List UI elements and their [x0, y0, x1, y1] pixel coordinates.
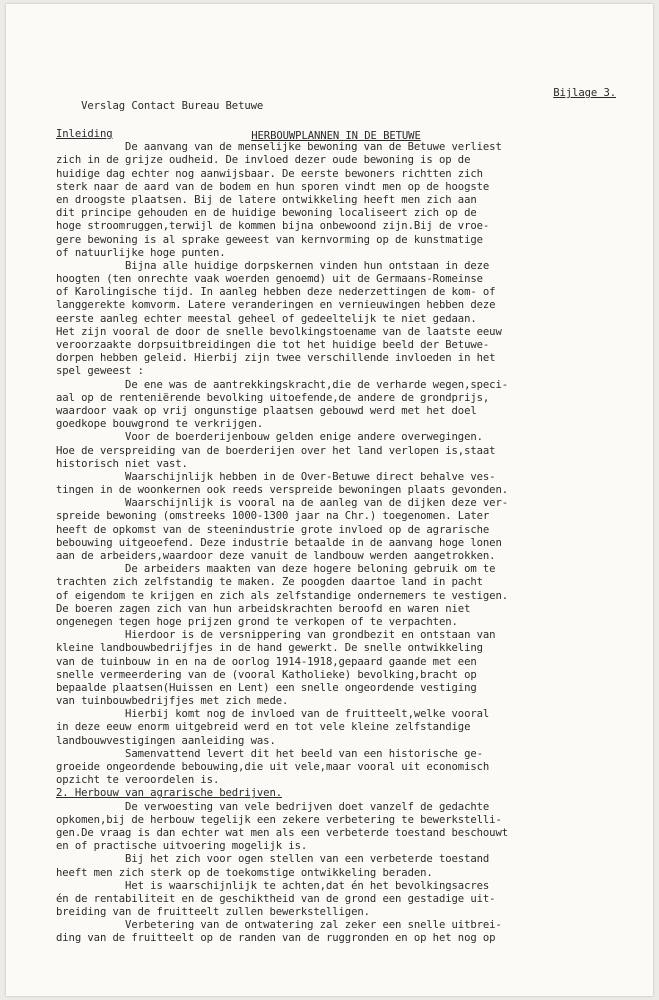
text-line: kleine landbouwbedrijfjes in de hand gewerkt. De snelle ontwikkeling: [56, 642, 483, 655]
text-line: trachten zich zelfstandig te maken. Ze poogden daartoe land in pacht: [56, 576, 483, 589]
text-line: landbouwvestigingen aanleiding was.: [56, 734, 276, 747]
text-line: zich in de grijze oudheid. De invloed dezer oude bewoning is op de: [56, 154, 471, 167]
text-line: van tuinbouwbedrijfjes met zich mede.: [56, 695, 289, 708]
section-heading: Inleiding: [56, 128, 113, 140]
typewritten-page: [6, 4, 653, 996]
text-line: Waarschijnlijk is vooral na de aanleg van de dijken deze ver-: [56, 497, 509, 510]
text-line: historisch niet vast.: [56, 457, 188, 470]
text-line: opkomen,bij de herbouw tegelijk een zekere verbetering te bewerkstelli-: [56, 813, 502, 826]
text-line: breiding van de fruitteelt zullen bewerkstelligen.: [56, 906, 370, 919]
text-line: heeft de opkomst van de steenindustrie grote invloed op de agrarische: [56, 523, 490, 536]
text-line: spel geweest :: [56, 365, 144, 378]
text-line: groeide ongeordende bebouwing,die uit vele,maar vooral uit economisch: [56, 761, 490, 773]
text-line: De verwoesting van vele bedrijven doet vanzelf de gedachte: [56, 800, 490, 813]
text-line: Hoe de verspreiding van de boerderijen over het land verlopen is,staat: [56, 444, 496, 457]
text-line: sterk naar de aard van de bodem en hun sporen vindt men op de hoogste: [56, 180, 490, 193]
text-line: Waarschijnlijk hebben in de Over-Betuwe direct behalve ves-: [56, 470, 496, 483]
text-line: Het is waarschijnlijk te achten,dat én het bevolkingsacres: [56, 879, 490, 892]
text-line: opzicht te veroordelen is.: [56, 774, 220, 787]
text-line: in deze eeuw enorm uitgebreid werd en tot vele kleine zelfstandige: [56, 721, 471, 734]
text-line: of eigendom te krijgen en zich als zelfstandige ondernemers te vestigen.: [56, 589, 509, 602]
text-line: goedkope bouwgrond te verkrijgen.: [56, 418, 264, 431]
text-line: spreide bewoning (omstreeks 1000-1300 jaar na Chr.) toegenomen. Later: [56, 510, 490, 523]
text-line: of Karolingische tijd. In aanleg hebben deze nederzettingen de kom- of: [56, 286, 496, 299]
text-line: en of practische uitvoering mogelijk is.: [56, 840, 308, 853]
text-line: bepaalde plaatsen(Huissen en Lent) een snelle ongeordende vestiging: [56, 681, 477, 694]
text-line: veroorzaakte dorpsuitbreidingen die tot het huidige beeld der Betuwe-: [56, 339, 490, 351]
report-name: Verslag Contact Bureau Betuwe: [81, 100, 264, 113]
text-line: Samenvattend levert dit het beeld van een historische ge-: [56, 747, 483, 760]
text-line: De boeren zagen zich van hun arbeidskrachten beroofd en waren niet: [56, 602, 471, 615]
text-line: waardoor vaak op vrij ongunstige plaatsen gebouwd werd met het doel: [56, 404, 477, 417]
text-line: Bijna alle huidige dorpskernen vinden hun ontstaan in deze: [56, 259, 490, 272]
text-line: eerste aanleg echter meestal geheel of gedeeltelijk te niet gedaan.: [56, 312, 477, 325]
text-line: gen.De vraag is dan echter wat men als een verbeterde toestand beschouwt: [56, 826, 509, 839]
text-line: hoogten (ten onrechte vaak woerden genoemd) uit de Germaans-Romeinse: [56, 273, 483, 286]
text-line: dorpen hebben geleid. Hierbij zijn twee verschillende invloeden in het: [56, 352, 496, 365]
annex-label: Bijlage 3.: [553, 87, 616, 99]
text-line: tingen in de woonkernen ook reeds verspreide bewoningen plaats gevonden.: [56, 484, 509, 497]
text-line: langgerekte komvorm. Latere veranderingen en vernieuwingen hebben deze: [56, 299, 496, 312]
text-line: Hierbij komt nog de invloed van de fruitteelt,welke vooral: [56, 708, 490, 721]
text-line: ongenegen tegen hoge prijzen grond te verkopen of te verpachten.: [56, 615, 458, 628]
text-line: bebouwing uitgeoefend. Deze industrie betaalde in de aanvang hoge lonen: [56, 536, 502, 549]
text-line: aan de arbeiders,waardoor deze vanuit de landbouw werden aangetrokken.: [56, 550, 496, 562]
text-line: van de tuinbouw in en na de oorlog 1914-1918,gepaard gaande met een: [56, 655, 477, 668]
text-line: Bij het zich voor ogen stellen van een verbeterde toestand: [56, 853, 490, 866]
text-line: snelle vermeerdering van de (vooral Katholieke) bevolking,bracht op: [56, 668, 477, 681]
text-line: De arbeiders maakten van deze hogere beloning gebruik om te: [56, 563, 496, 576]
text-line: gere bewoning is al sprake geweest van kernvorming op de kunstmatige: [56, 233, 483, 246]
page-title: HERBOUWPLANNEN IN DE BETUWE: [251, 130, 421, 143]
text-line: ding van de fruitteelt op de randen van de ruggronden en op het nog op: [56, 932, 496, 945]
text-line: De ene was de aantrekkingskracht,die de verharde wegen,speci-: [56, 378, 509, 391]
text-line: en droogste plaatsen. Bij de latere ontwikkeling heeft men zich aan: [56, 193, 477, 206]
text-line: én de rentabiliteit en de geschiktheid van de grond een gestadige uit-: [56, 892, 496, 905]
section-heading: 2. Herbouw van agrarische bedrijven.: [56, 787, 283, 800]
text-line: Hierdoor is de versnippering van grondbezit en ontstaan van: [56, 629, 496, 642]
body-text: [56, 128, 616, 946]
text-line: of natuurlijke hoge punten.: [56, 246, 226, 259]
text-line: Voor de boerderijenbouw gelden enige andere overwegingen.: [56, 431, 483, 444]
text-line: Het zijn vooral de door de snelle bevolkingstoename van de laatste eeuw: [56, 325, 502, 338]
text-line: Verbetering van de ontwatering zal zeker een snelle uitbrei-: [56, 919, 502, 932]
text-line: dit principe gehouden en de huidige bewoning localiseert zich op de: [56, 207, 477, 220]
text-line: hoge stroomruggen,terwijl de kommen bijna onbewoond zijn.Bij de vroe-: [56, 220, 490, 233]
text-line: De aanvang van de menselijke bewoning van de Betuwe verliest: [56, 141, 502, 154]
text-line: heeft men zich sterk op de toekomstige ontwikkeling beraden.: [56, 866, 433, 879]
text-line: aal op de renteniërende bevolking uitoefende,de andere de grondprijs,: [56, 391, 490, 404]
text-line: huidige dag echter nog aanwijsbaar. De eerste bewoners richtten zich: [56, 167, 483, 180]
